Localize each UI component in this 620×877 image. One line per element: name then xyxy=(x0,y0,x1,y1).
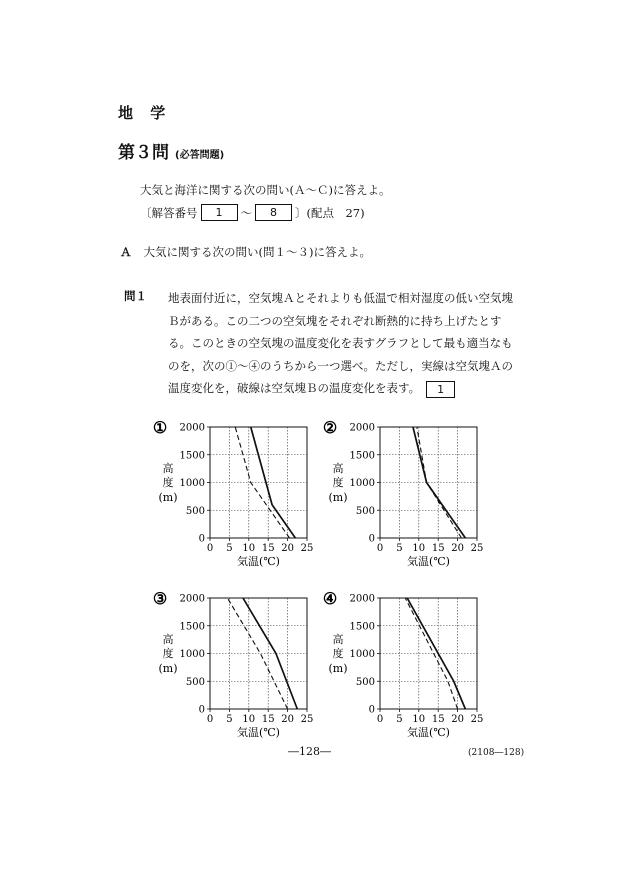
subject-heading: 地 学 xyxy=(118,104,172,122)
y-tick-label: 1000 xyxy=(349,649,375,660)
y-tick-label: 0 xyxy=(198,533,205,545)
y-tick-label: 2000 xyxy=(349,593,375,605)
y-tick-label: 1500 xyxy=(349,621,375,633)
y-axis-label: 高度(m) xyxy=(328,462,348,504)
x-axis-label: 気温(℃) xyxy=(407,555,450,568)
page-number: ―128― xyxy=(288,745,331,758)
x-tick-label: 0 xyxy=(376,543,384,554)
answer-prefix: 〔解答番号 xyxy=(140,205,198,220)
y-tick-label: 0 xyxy=(198,704,205,716)
y-tick-label: 500 xyxy=(355,505,375,517)
y-tick-label: 500 xyxy=(185,505,205,517)
y-tick-label: 1500 xyxy=(349,450,375,462)
x-tick-label: 15 xyxy=(431,543,445,554)
dashed-line-parcel-b xyxy=(417,427,462,538)
option-marker: ④ xyxy=(322,589,338,608)
x-tick-label: 25 xyxy=(300,543,314,554)
x-tick-label: 5 xyxy=(226,714,233,725)
x-tick-label: 5 xyxy=(396,543,403,554)
x-tick-label: 25 xyxy=(470,543,484,554)
option-marker: ① xyxy=(152,418,168,437)
chart-4 xyxy=(323,589,484,739)
y-tick-label: 0 xyxy=(368,704,375,716)
x-tick-label: 15 xyxy=(261,543,275,554)
x-tick-label: 5 xyxy=(226,543,233,554)
x-tick-label: 25 xyxy=(470,714,484,725)
question-1-label: 問１ xyxy=(124,289,147,303)
answer-separator: ～ xyxy=(240,205,252,220)
x-axis-label: 気温(℃) xyxy=(237,726,280,739)
section-a-text: 大気に関する次の問い(問１～３)に答えよ。 xyxy=(143,245,371,259)
chart-3 xyxy=(153,589,314,739)
section-a-label: Ａ xyxy=(120,245,132,259)
x-tick-label: 0 xyxy=(206,714,214,725)
y-axis-label: 高度(m) xyxy=(158,633,178,675)
question-1-answer-box: 1 xyxy=(426,381,455,398)
y-tick-label: 1500 xyxy=(179,450,205,462)
solid-line-parcel-a xyxy=(407,598,465,709)
page-code: (2108―128) xyxy=(468,748,525,758)
x-tick-label: 10 xyxy=(242,543,256,554)
y-axis-label: 高度(m) xyxy=(158,462,178,504)
dashed-line-parcel-b xyxy=(227,598,287,709)
intro-text: 大気と海洋に関する次の問い(Ａ～Ｃ)に答えよ。 xyxy=(140,183,391,197)
x-tick-label: 10 xyxy=(412,543,426,554)
x-tick-label: 20 xyxy=(281,543,294,554)
x-tick-label: 20 xyxy=(281,714,294,725)
y-tick-label: 0 xyxy=(368,533,375,545)
x-tick-label: 0 xyxy=(376,714,384,725)
x-tick-label: 10 xyxy=(412,714,426,725)
x-tick-label: 15 xyxy=(261,714,275,725)
question-1-body: 地表面付近に，空気塊Ａとそれよりも低温で相対湿度の低い空気塊Ｂがある。この二つの空気塊をそれぞれ断熱的に持ち上げたとする。このときの空気塊の温度変化を表すグラフとして最も適当なものを，次の①～④のうちから一つ選べ。ただし，実線は空気塊Ａの温度変化を，破線は空気塊Ｂの温度変化を表す。 xyxy=(168,291,513,395)
answer-suffix: 〕(配点 27) xyxy=(295,205,365,220)
y-tick-label: 500 xyxy=(185,676,205,688)
y-tick-label: 1000 xyxy=(179,649,205,660)
x-tick-label: 25 xyxy=(300,714,314,725)
x-axis-label: 気温(℃) xyxy=(237,555,280,568)
answer-start-box: 1 xyxy=(201,204,238,221)
y-axis-label: 高度(m) xyxy=(328,633,348,675)
option-marker: ② xyxy=(322,418,338,437)
x-tick-label: 0 xyxy=(206,543,214,554)
chart-2 xyxy=(323,418,484,568)
answer-end-box: 8 xyxy=(255,204,292,221)
y-tick-label: 500 xyxy=(355,676,375,688)
y-tick-label: 2000 xyxy=(349,422,375,434)
chart-1 xyxy=(153,418,314,568)
option-marker: ③ xyxy=(152,589,168,608)
x-tick-label: 20 xyxy=(451,543,464,554)
y-tick-label: 1500 xyxy=(179,621,205,633)
required-note: (必答問題) xyxy=(175,150,225,161)
x-tick-label: 5 xyxy=(396,714,403,725)
y-tick-label: 2000 xyxy=(179,422,205,434)
x-tick-label: 15 xyxy=(431,714,445,725)
x-tick-label: 20 xyxy=(451,714,464,725)
y-tick-label: 1000 xyxy=(179,478,205,489)
y-tick-label: 2000 xyxy=(179,593,205,605)
y-tick-label: 1000 xyxy=(349,478,375,489)
x-tick-label: 10 xyxy=(242,714,256,725)
question-number: 第３問 xyxy=(118,143,169,163)
x-axis-label: 気温(℃) xyxy=(407,726,450,739)
